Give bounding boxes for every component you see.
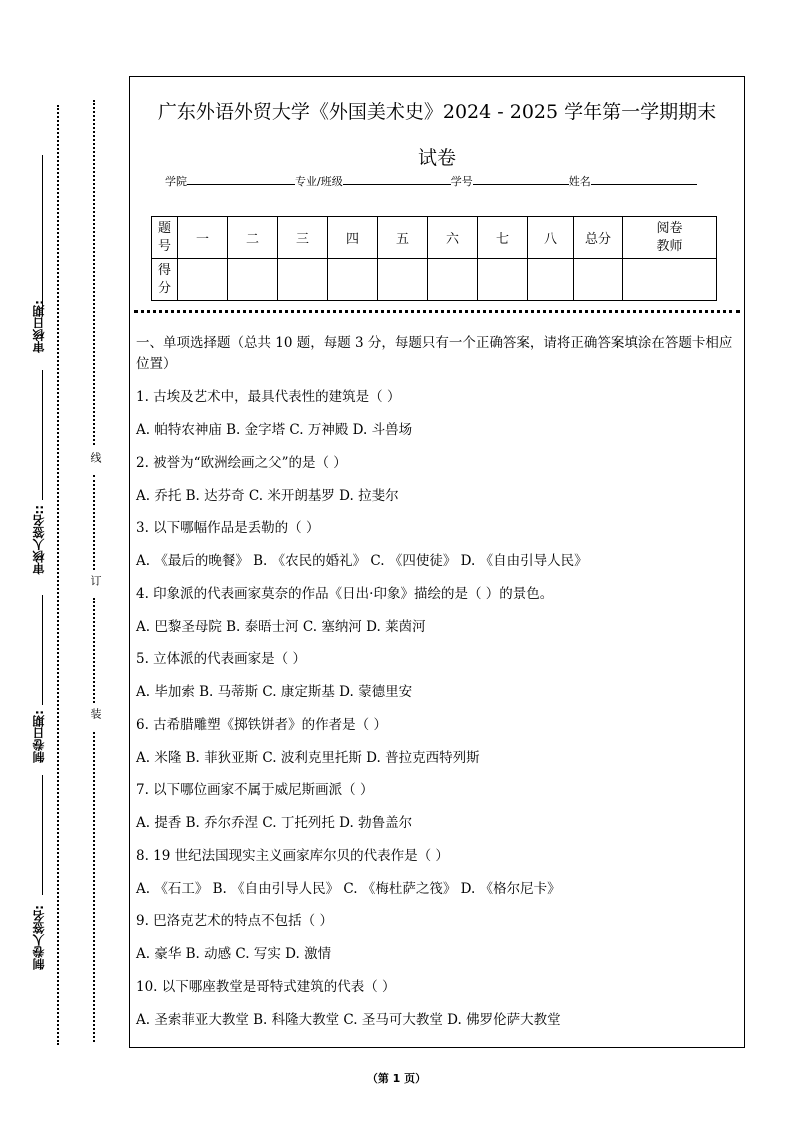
name-input[interactable] <box>591 173 697 185</box>
preparer-signature-label: 制卷人签名: <box>32 905 46 970</box>
binding-dotted-line <box>57 105 59 1045</box>
score-table-score-row <box>152 259 717 301</box>
binding-left-line <box>42 595 43 705</box>
column-header: 五 <box>378 217 428 259</box>
student-info-line <box>165 173 697 189</box>
column-header: 一 <box>178 217 228 259</box>
column-header: 七 <box>478 217 528 259</box>
binding-mark-line: 线 <box>89 452 102 463</box>
question-text: 7. 以下哪位画家不属于威尼斯画派（ ） <box>136 782 374 798</box>
score-cell[interactable] <box>278 259 328 301</box>
score-cell[interactable] <box>178 259 228 301</box>
exam-frame <box>129 76 745 1048</box>
column-header: 四 <box>328 217 378 259</box>
question-text: 5. 立体派的代表画家是（ ） <box>136 651 306 667</box>
question-options: A. 圣索菲亚大教堂 B. 科隆大教堂 C. 圣马可大教堂 D. 佛罗伦萨大教堂 <box>136 1012 561 1028</box>
question-options: A. 《最后的晚餐》 B. 《农民的婚礼》 C. 《四使徒》 D. 《自由引导人民》 <box>136 553 588 569</box>
column-header-total: 总分 <box>574 217 623 259</box>
row-label-score: 得分 <box>152 259 178 301</box>
row-label-question-number: 题号 <box>152 217 178 259</box>
name-label: 姓名 <box>568 175 591 188</box>
score-cell[interactable] <box>378 259 428 301</box>
dotted-separator <box>134 310 740 313</box>
question-text: 1. 古埃及艺术中，最具代表性的建筑是（ ） <box>136 389 401 405</box>
question-options: A. 帕特农神庙 B. 金字塔 C. 万神殿 D. 斗兽场 <box>136 422 413 438</box>
binding-left-line <box>42 775 43 895</box>
question-options: A. 提香 B. 乔尔乔涅 C. 丁托列托 D. 勃鲁盖尔 <box>136 815 413 831</box>
section-heading: 一、单项选择题（总共 10 题，每题 3 分，每题只有一个正确答案，请将正确答案填涂在答题卡相应位置） <box>136 335 733 372</box>
question-text: 9. 巴洛克艺术的特点不包括（ ） <box>136 913 333 929</box>
question-options: A. 毕加索 B. 马蒂斯 C. 康定斯基 D. 蒙德里安 <box>136 684 413 700</box>
score-table <box>151 216 717 301</box>
question-options: A. 米隆 B. 菲狄亚斯 C. 波利克里托斯 D. 普拉克西特列斯 <box>136 750 480 766</box>
reviewer-signature-label: 审核人签名:: <box>32 505 46 575</box>
question-text: 8. 19 世纪法国现实主义画家库尔贝的代表作是（ ） <box>136 848 449 864</box>
college-input[interactable] <box>187 173 295 185</box>
college-label: 学院 <box>165 175 187 188</box>
score-cell[interactable] <box>478 259 528 301</box>
prepare-date-label: 制卷日期: <box>32 710 46 763</box>
score-cell-grader[interactable] <box>623 259 717 301</box>
score-cell[interactable] <box>428 259 478 301</box>
student-id-label: 学号 <box>450 175 473 188</box>
title-line-2: 试卷 <box>417 147 456 169</box>
column-header: 二 <box>228 217 278 259</box>
binding-dotted-line <box>93 100 95 445</box>
binding-mark-fold: 装 <box>89 708 102 719</box>
review-date-label: 审核日期: <box>32 300 46 353</box>
binding-left-line <box>42 155 43 315</box>
score-table-header-row <box>152 217 717 259</box>
question-options: A. 《石工》 B. 《自由引导人民》 C. 《梅杜萨之筏》 D. 《格尔尼卡》 <box>136 881 561 897</box>
major-label: 专业/班级 <box>295 175 343 188</box>
exam-title <box>130 89 744 181</box>
question-text: 10. 以下哪座教堂是哥特式建筑的代表（ ） <box>136 979 396 995</box>
score-cell[interactable] <box>228 259 278 301</box>
score-cell[interactable] <box>528 259 574 301</box>
major-input[interactable] <box>343 173 451 185</box>
question-text: 4. 印象派的代表画家莫奈的作品《日出·印象》描绘的是（ ）的景色。 <box>136 586 554 602</box>
column-header-grader: 阅卷教师 <box>623 217 717 259</box>
question-text: 6. 古希腊雕塑《掷铁饼者》的作者是（ ） <box>136 717 387 733</box>
binding-dotted-line <box>93 475 95 570</box>
student-id-input[interactable] <box>473 173 569 185</box>
binding-mark-bind: 订 <box>89 575 102 586</box>
question-text: 3. 以下哪幅作品是丢勒的（ ） <box>136 520 320 536</box>
binding-dotted-line <box>93 598 95 703</box>
question-text: 2. 被誉为“欧洲绘画之父”的是（ ） <box>136 455 347 471</box>
binding-dotted-line <box>93 732 95 1042</box>
question-options: A. 乔托 B. 达芬奇 C. 米开朗基罗 D. 拉斐尔 <box>136 488 399 504</box>
column-header: 六 <box>428 217 478 259</box>
question-options: A. 豪华 B. 动感 C. 写实 D. 激情 <box>136 946 332 962</box>
score-cell-total[interactable] <box>574 259 623 301</box>
page-number: （第 1 页） <box>366 1072 427 1085</box>
column-header: 八 <box>528 217 574 259</box>
question-options: A. 巴黎圣母院 B. 泰晤士河 C. 塞纳河 D. 莱茵河 <box>136 619 426 635</box>
column-header: 三 <box>278 217 328 259</box>
title-line-1: 广东外语外贸大学《外国美术史》2024 - 2025 学年第一学期期末 <box>157 101 717 123</box>
score-cell[interactable] <box>328 259 378 301</box>
binding-left-line <box>42 370 43 500</box>
